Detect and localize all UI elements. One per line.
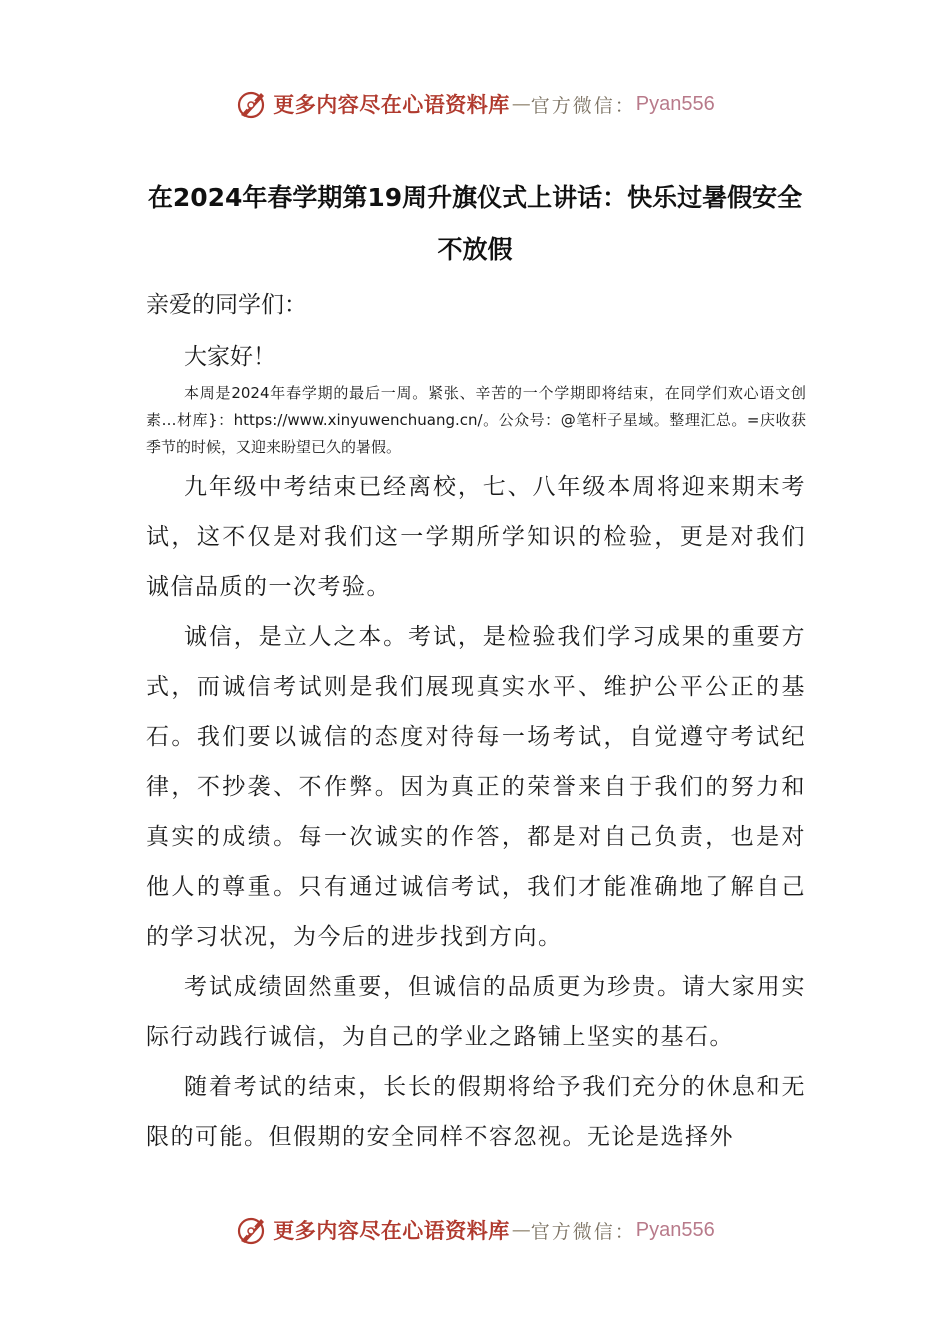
banner-separator: — xyxy=(511,1219,531,1241)
header-banner xyxy=(0,82,950,126)
quill-pen-logo-icon xyxy=(235,87,269,121)
banner-text: 更多内容尽在心语资料库 xyxy=(273,92,510,117)
banner-separator: — xyxy=(511,93,531,115)
banner-wechat-id: Pyan556 xyxy=(635,1218,715,1241)
body-text xyxy=(146,462,806,1162)
paragraph: 九年级中考结束已经离校，七、八年级本周将迎来期末考试，这不仅是对我们这一学期所学知识的检验，更是对我们诚信品质的一次考验。 xyxy=(146,474,806,600)
intro-paragraph: 本周是2024年春学期的最后一周。紧张、辛苦的一个学期即将结束，在同学们欢心语文创素…材库}：https://www.xinyuwenchuang.cn/。公众号：@笔杆子星域。整理汇总。=庆收获季节的时候，又迎来盼望已久的暑假。 xyxy=(146,384,806,456)
hello-line: 大家好！ xyxy=(184,344,276,370)
footer-banner xyxy=(0,1208,950,1252)
quill-pen-logo-icon xyxy=(235,1213,269,1247)
document-title: 在2024年春学期第19周升旗仪式上讲话：快乐过暑假安全不放假 xyxy=(147,183,803,264)
paragraph: 诚信，是立人之本。考试，是检验我们学习成果的重要方式，而诚信考试则是我们展现真实水平、维护公平公正的基石。我们要以诚信的态度对待每一场考试，自觉遵守考试纪律，不抄袭、不作弊。因为真正的荣誉来自于我们的努力和真实的成绩。每一次诚实的作答，都是对自己负责，也是对他人的尊重。只有通过诚信考试，我们才能准确地了解自己的学习状况，为今后的进步找到方向。 xyxy=(146,624,806,950)
banner-wechat-label: 官方微信： xyxy=(530,94,636,117)
banner-wechat-id: Pyan556 xyxy=(635,92,715,115)
banner-wechat-label: 官方微信： xyxy=(530,1220,636,1243)
banner-text: 更多内容尽在心语资料库 xyxy=(273,1218,510,1243)
greeting: 亲爱的同学们： xyxy=(146,292,307,318)
paragraph: 考试成绩固然重要，但诚信的品质更为珍贵。请大家用实际行动践行诚信，为自己的学业之路铺上坚实的基石。 xyxy=(146,974,806,1050)
paragraph: 随着考试的结束，长长的假期将给予我们充分的休息和无限的可能。但假期的安全同样不容忽视。无论是选择外 xyxy=(146,1074,806,1150)
